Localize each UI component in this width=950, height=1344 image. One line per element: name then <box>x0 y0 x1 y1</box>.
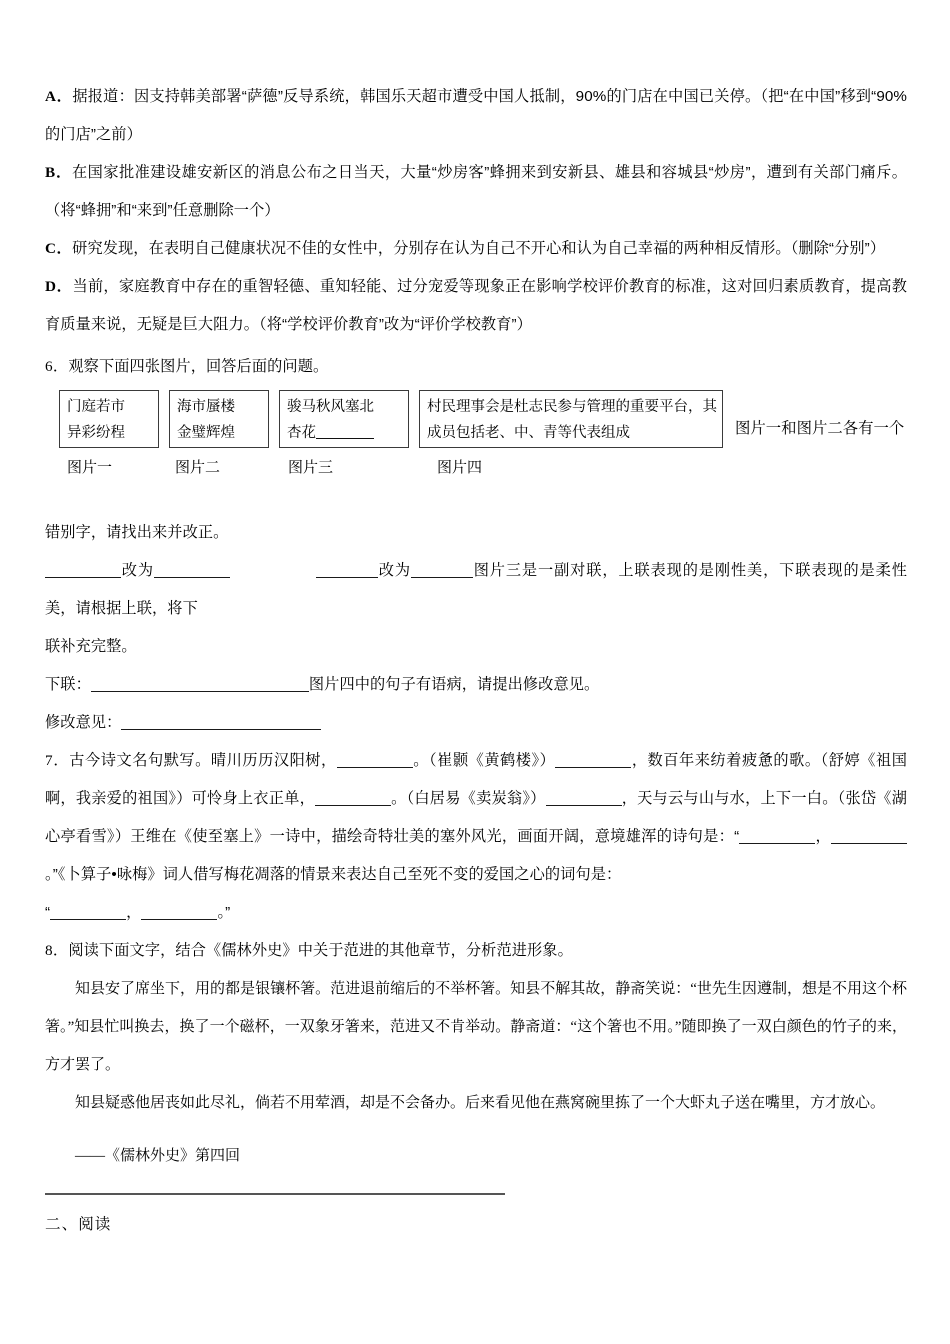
lower-couplet-after-text: 图片四中的句子有语病，请提出修改意见。 <box>308 676 600 693</box>
question-6-correction-line <box>45 552 907 628</box>
q7-blank-8[interactable] <box>141 905 217 920</box>
picture-row-trailing-note: 图片一和图片二各有一个 <box>735 420 905 437</box>
option-d-dot: ． <box>56 278 73 295</box>
q7-quote2-open: “ <box>45 904 51 921</box>
q7-quote1-close: 。” <box>45 866 58 883</box>
question-6-lower-couplet-line <box>45 666 907 704</box>
picture-caption-1: 图片一 <box>67 459 113 476</box>
q7-blank-5[interactable] <box>739 829 815 844</box>
option-c <box>45 230 907 268</box>
question-8-prompt <box>45 932 907 970</box>
picture-box-3 <box>279 390 409 448</box>
correction-blank-1b[interactable] <box>154 563 230 578</box>
picture-box-2-line-2: 金璧辉煌 <box>177 425 235 441</box>
question-7-part-3: ，数百年来纺着疲惫的歌。（舒婷《祖国啊，我亲爱的祖国》）可怜身上衣正单， <box>45 752 907 807</box>
q7-blank-4[interactable] <box>546 791 622 806</box>
picture-box-1-line-1: 门庭若市 <box>67 399 125 415</box>
q7-quote2-close: 。” <box>217 904 231 921</box>
option-c-text: 研究发现，在表明自己健康状况不佳的女性中，分别存在认为自己不开心和认为自己幸福的两种相反情形。（删除“分别”） <box>72 240 886 257</box>
q7-blank-6[interactable] <box>831 829 907 844</box>
lower-couplet-label: 下联： <box>45 676 91 693</box>
question-8-passage-paragraph-2: 知县疑惑他居丧如此尽礼，倘若不用荤酒，却是不会备办。后来看见他在燕窝碗里拣了一个大虾丸子送在嘴里，方才放心。 <box>75 1095 886 1111</box>
question-7 <box>45 742 907 894</box>
page-content <box>45 78 907 1241</box>
q7-blank-3[interactable] <box>315 791 391 806</box>
section-2-title: 二、阅读 <box>45 1216 112 1233</box>
picture-boxes-row <box>45 390 907 456</box>
question-7-part-5: ，天与云与山与水，上下一白。（张岱《湖心亭看雪》）王维在《使至塞上》一诗中，描绘奇特壮美的塞外风光，画面开阔，意境雄浑的诗句是： <box>45 790 907 845</box>
question-6-error-line: 错别字，请找出来并改正。 <box>45 524 229 541</box>
option-a-text: 据报道：因支持韩美部署“萨德”反导系统，韩国乐天超市遭受中国人抵制，90%的门店在中国已关停。（把“在中国”移到“90%的门店”之前） <box>45 88 908 143</box>
q7-blank-7[interactable] <box>50 905 126 920</box>
question-7-part-4: 。（白居易《卖炭翁》） <box>391 790 546 807</box>
question-6-couplet-text: 图片三是一副对联，上联表现的是刚性美，下联表现的是柔性美，请根据上联，将下 <box>45 562 908 617</box>
question-6-couplet-line-2: 联补充完整。 <box>45 638 137 655</box>
option-b-text: 在国家批准建设雄安新区的消息公布之日当天，大量“炒房客”蜂拥来到安新县、雄县和容城县“炒房”，遭到有关部门痛斥。（将“蜂拥”和“来到”任意删除一个） <box>45 164 908 219</box>
picture-box-4-line-1: 村民理事会是杜志民参与管理的重要平台，其 <box>427 399 717 415</box>
question-7-part-1: 古今诗文名句默写。晴川历历汉阳树， <box>69 752 337 769</box>
picture-caption-3: 图片三 <box>288 459 334 476</box>
q7-quote2-mid: ， <box>126 904 142 921</box>
picture-caption-4: 图片四 <box>437 459 483 476</box>
picture-box-4-line-2: 成员包括老、中、青等代表组成 <box>427 425 630 441</box>
question-6-number: 6． <box>45 358 69 375</box>
question-7-number: 7． <box>45 752 70 769</box>
q7-quote1-mid: ， <box>815 828 831 845</box>
option-b <box>45 154 907 230</box>
picture-box-2-line-1: 海市蜃楼 <box>177 399 235 415</box>
option-c-dot: ． <box>56 240 73 257</box>
picture-box-1 <box>59 390 159 448</box>
change-word-1: 改为 <box>121 562 154 579</box>
option-b-dot: ． <box>55 164 73 181</box>
question-6-prompt <box>45 350 907 384</box>
picture-caption-2: 图片二 <box>175 459 221 476</box>
picture-box-2 <box>169 390 269 448</box>
question-6-suggestion-line <box>45 704 907 742</box>
section-divider <box>45 1193 505 1195</box>
question-6-text: 观察下面四张图片，回答后面的问题。 <box>68 358 329 375</box>
option-a-label: A <box>45 88 57 105</box>
correction-blank-2a[interactable] <box>316 563 378 578</box>
option-d-label: D <box>45 278 57 295</box>
q7-blank-2[interactable] <box>555 753 631 768</box>
spacer-after-captions <box>45 488 907 514</box>
option-b-label: B <box>45 164 56 181</box>
picture-box-3-line-1: 骏马秋风塞北 <box>287 399 374 415</box>
q7-blank-1[interactable] <box>337 753 413 768</box>
question-7-part-6: 《卜算子•咏梅》词人借写梅花凋落的情景来表达自己至死不变的爱国之心的词句是： <box>57 866 622 883</box>
question-8-text: 阅读下面文字，结合《儒林外史》中关于范进的其他章节，分析范进形象。 <box>68 942 573 959</box>
lower-couplet-blank[interactable] <box>91 677 309 692</box>
picture-captions-row <box>45 456 907 488</box>
picture-box-1-line-2: 异彩纷程 <box>67 425 125 441</box>
change-word-2: 改为 <box>377 562 411 579</box>
picture-box-4 <box>419 390 723 448</box>
multiple-choice-options <box>45 78 907 344</box>
suggestion-blank[interactable] <box>121 715 321 730</box>
correction-blank-1a[interactable] <box>45 563 121 578</box>
question-7-part-2: 。（崔颢《黄鹤楼》） <box>412 752 556 769</box>
question-8-number: 8． <box>45 942 69 959</box>
question-8-passage-paragraph-1: 知县安了席坐下，用的都是银镶杯箸。范进退前缩后的不举杯箸。知县不解其故，静斋笑说：“世先生因遵制，想是不用这个杯箸。”知县忙叫换去，换了一个磁杯，一双象牙箸来，范进又不肯举动。静斋道：“这个箸也不用。”随即换了一双白颜色的竹子的来，方才罢了。 <box>45 981 907 1073</box>
option-d <box>45 268 907 344</box>
option-d-text: 当前，家庭教育中存在的重智轻德、重知轻能、过分宠爱等现象正在影响学校评价教育的标准，这对回归素质教育，提高教育质量来说，无疑是巨大阻力。（将“学校评价教育”改为“评价学校教育”） <box>45 278 907 333</box>
picture-box-3-line-2-text: 杏花 <box>287 425 316 441</box>
correction-blank-2b[interactable] <box>411 563 473 578</box>
suggestion-label: 修改意见： <box>45 714 122 731</box>
option-a <box>45 78 907 154</box>
question-8-source: ——《儒林外史》第四回 <box>75 1148 241 1164</box>
picture-box-3-line-2 <box>287 420 402 446</box>
option-a-dot: ． <box>56 88 73 105</box>
question-7-quote-2-line <box>45 894 907 932</box>
option-c-label: C <box>45 240 57 257</box>
picture-box-3-blank[interactable] <box>316 423 374 439</box>
q7-quote1-open: “ <box>734 828 740 845</box>
